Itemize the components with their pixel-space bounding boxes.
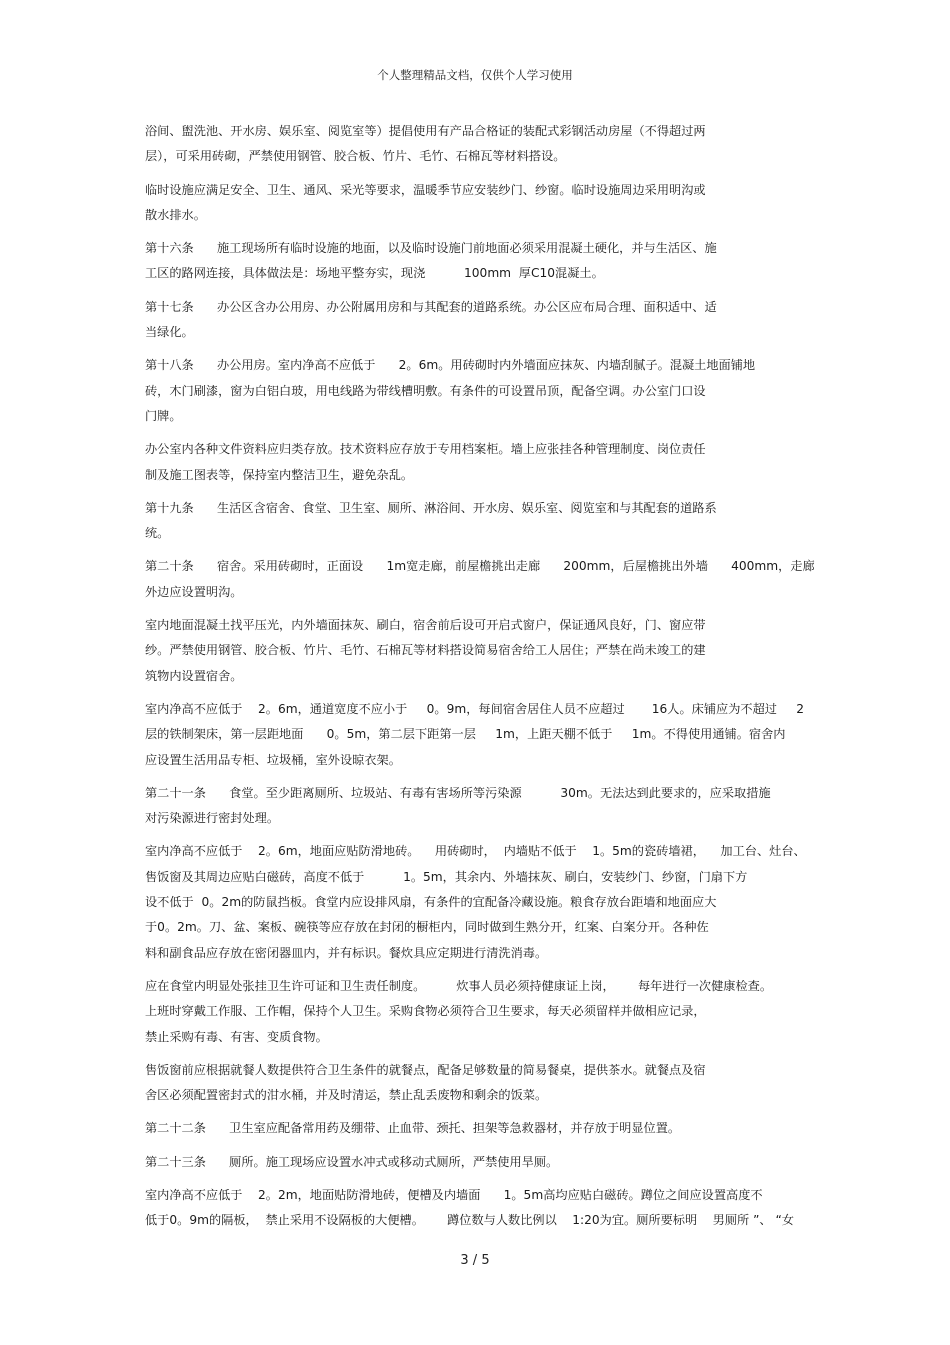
paragraph [145, 1058, 815, 1109]
page-number: 3 / 5 [460, 1253, 490, 1268]
text-line: 室内净高不应低于 2。6m，地面应贴防滑地砖。 用砖砌时， 内墙贴不低于 1。5m的瓷砖墙裙， 加工台、灶台、 [145, 844, 806, 859]
paragraph [145, 554, 815, 605]
text-line: 室内地面混凝土找平压光，内外墙面抹灰、刷白，宿舍前后设可开启式窗户，保证通风良好，门、窗应带 [145, 618, 706, 633]
text-line: 门牌。 [145, 408, 182, 423]
text-line: 浴间、盥洗池、开水房、娱乐室、阅览室等）提倡使用有产品合格证的装配式彩钢活动房屋（不得超过两 [145, 124, 706, 138]
text-line: 第十九条 生活区含宿舍、食堂、卫生室、厕所、淋浴间、开水房、娱乐室、阅览室和与其配套的道路系 [145, 500, 717, 515]
text-line: 设不低于 0。2m的防鼠挡板。食堂内应设排风扇，有条件的宜配备冷藏设施。粮食存放台距墙和地面应大 [145, 895, 717, 910]
paragraph [145, 1150, 815, 1175]
text-line: 室内净高不应低于 2。6m，通道宽度不应小于 0。9m，每间宿舍居住人员不应超过 16人。床铺应为不超过 2 [145, 701, 805, 716]
text-line: 禁止采购有毒、有害、变质食物。 [145, 1029, 328, 1044]
text-line: 于0。2m。刀、盆、案板、碗筷等应存放在封闭的橱柜内，同时做到生熟分开，红案、白案分开。各种佐 [145, 920, 709, 935]
text-line: 对污染源进行密封处理。 [145, 811, 280, 826]
text-line: 低于0。9m的隔板， 禁止采用不设隔板的大便槽。 蹲位数与人数比例以 1:20为宜。厕所要标明 男厕所 ”、 “女 [145, 1213, 794, 1228]
paragraph [145, 119, 815, 170]
text-line: 应设置生活用品专柜、垃圾桶，室外设晾衣架。 [145, 752, 401, 767]
paragraph [145, 1116, 815, 1141]
paragraph [145, 178, 815, 229]
text-line: 室内净高不应低于 2。2m，地面贴防滑地砖，便槽及内墙面 1。5m高均应贴白磁砖。蹲位之间应设置高度不 [145, 1187, 763, 1202]
text-line: 第二十二条 卫生室应配备常用药及绷带、止血带、颈托、担架等急救器材，并存放于明显位置。 [145, 1121, 681, 1136]
text-line: 第二十条 宿舍。采用砖砌时，正面设 1m宽走廊，前屋檐挑出走廊 200mm，后屋檐挑出外墙 400mm，走廊 [145, 559, 815, 574]
text-line: 制及施工图表等，保持室内整洁卫生，避免杂乱。 [145, 467, 414, 482]
text-line: 售饭窗前应根据就餐人数提供符合卫生条件的就餐点，配备足够数量的简易餐桌，提供茶水。就餐点及宿 [145, 1062, 706, 1077]
text-line: 工区的路网连接，具体做法是：场地平整夯实，现浇 100mm 厚C10混凝土。 [145, 266, 604, 281]
text-line: 层），可采用砖砌，严禁使用钢管、胶合板、竹片、毛竹、石棉瓦等材料搭设。 [145, 149, 566, 164]
text-line: 第二十三条 厕所。施工现场应设置水冲式或移动式厕所，严禁使用旱厕。 [145, 1154, 559, 1169]
document-body [145, 119, 815, 1242]
text-line: 筑物内设置宿舍。 [145, 668, 243, 683]
text-line: 临时设施应满足安全、卫生、通风、采光等要求，温暖季节应安装纱门、纱窗。临时设施周边采用明沟或 [145, 182, 706, 197]
paragraph [145, 353, 815, 429]
text-line: 应在食堂内明显处张挂卫生许可证和卫生责任制度。 炊事人员必须持健康证上岗， 每年进行一次健康检查。 [145, 978, 773, 993]
page-header: 个人整理精品文档，仅供个人学习使用 [377, 68, 573, 82]
text-line: 第二十一条 食堂。至少距离厕所、垃圾站、有毒有害场所等污染源 30m。无法达到此要求的，应采取措施 [145, 785, 771, 800]
paragraph [145, 236, 815, 287]
paragraph [145, 496, 815, 547]
text-line: 纱。严禁使用钢管、胶合板、竹片、毛竹、石棉瓦等材料搭设简易宿舍给工人居住；严禁在尚未竣工的建 [145, 643, 706, 658]
text-line: 办公室内各种文件资料应归类存放。技术资料应存放于专用档案柜。墙上应张挂各种管理制度、岗位责任 [145, 442, 706, 457]
paragraph [145, 613, 815, 689]
text-line: 当绿化。 [145, 325, 194, 340]
text-line: 外边应设置明沟。 [145, 584, 243, 599]
text-line: 售饭窗及其周边应贴白磁砖，高度不低于 1。5m，其余内、外墙抹灰、刷白，安装纱门、纱窗，门扇下方 [145, 869, 748, 884]
text-line: 砖，木门刷漆，窗为白铝白玻，用电线路为带线槽明敷。有条件的可设置吊顶，配备空调。办公室门口设 [145, 383, 706, 398]
paragraph [145, 295, 815, 346]
text-line: 上班时穿戴工作服、工作帽，保持个人卫生。采购食物必须符合卫生要求，每天必须留样并做相应记录， [145, 1004, 706, 1019]
text-line: 统。 [145, 526, 170, 541]
paragraph [145, 697, 815, 773]
text-line: 舍区必须配置密封式的泔水桶，并及时清运，禁止乱丢废物和剩余的饭菜。 [145, 1088, 548, 1103]
paragraph [145, 437, 815, 488]
paragraph [145, 839, 815, 965]
text-line: 第十七条 办公区含办公用房、办公附属用房和与其配套的道路系统。办公区应布局合理、面积适中、适 [145, 299, 717, 314]
paragraph [145, 781, 815, 832]
text-line: 第十八条 办公用房。室内净高不应低于 2。6m。用砖砌时内外墙面应抹灰、内墙刮腻子。混凝土地面铺地 [145, 358, 756, 373]
paragraph [145, 1183, 815, 1234]
paragraph [145, 974, 815, 1050]
text-line: 第十六条 施工现场所有临时设施的地面，以及临时设施门前地面必须采用混凝土硬化，并与生活区、施 [145, 241, 717, 256]
text-line: 料和副食品应存放在密闭器皿内，并有标识。餐炊具应定期进行清洗消毒。 [145, 945, 548, 960]
text-line: 散水排水。 [145, 207, 206, 222]
text-line: 层的铁制架床，第一层距地面 0。5m，第二层下距第一层 1m，上距天棚不低于 1m。不得使用通铺。宿舍内 [145, 727, 786, 742]
